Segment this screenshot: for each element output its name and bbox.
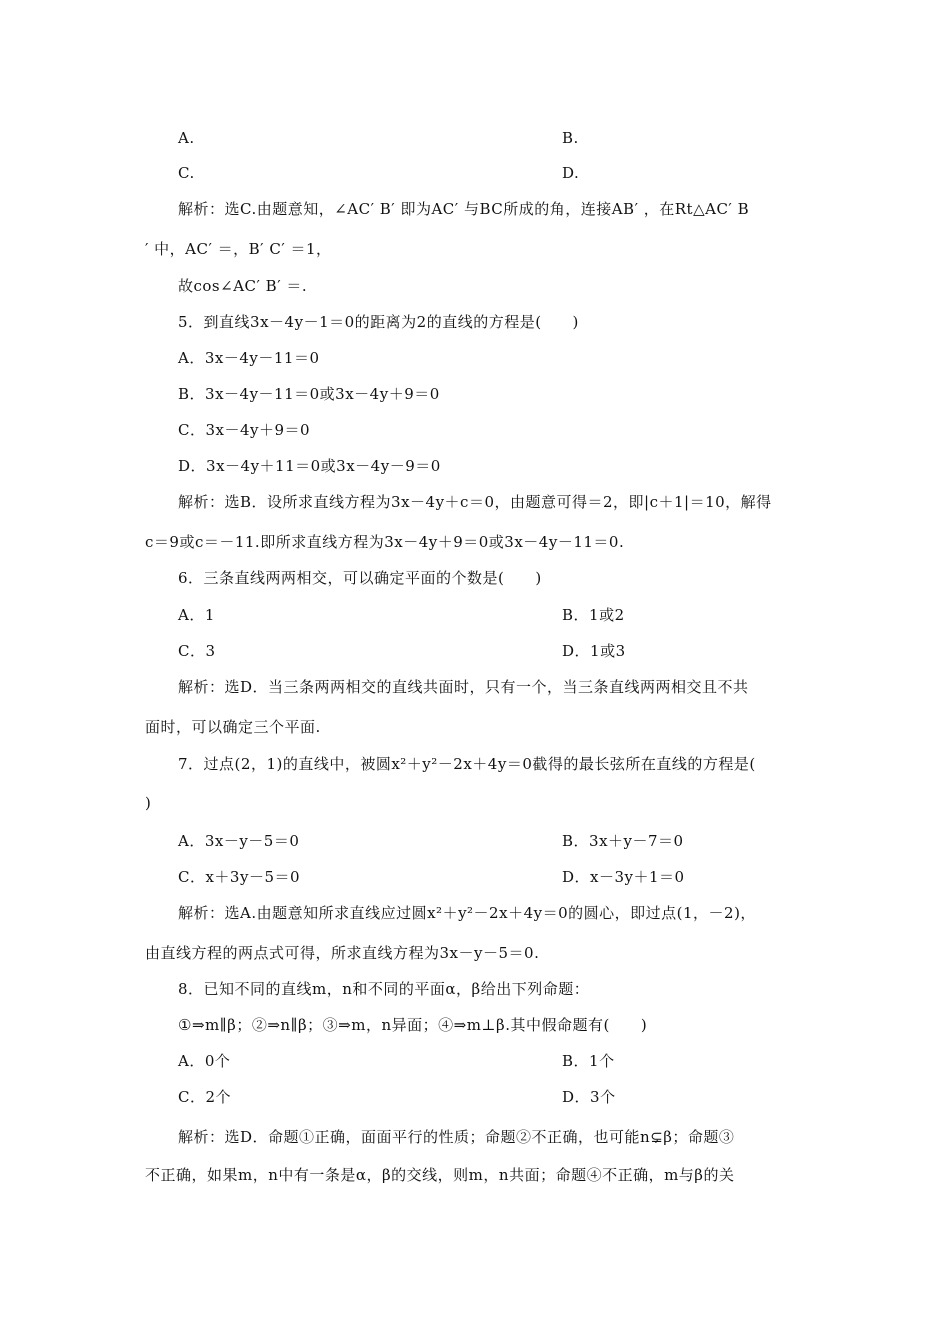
solution-line: 解析：选D．当三条两两相交的直线共面时，只有一个，当三条直线两两相交且不共 — [178, 678, 749, 696]
solution-line: 面时，可以确定三个平面. — [145, 718, 321, 736]
question-stem: 8．已知不同的直线m，n和不同的平面α，β给出下列命题： — [178, 980, 590, 998]
option-b: B．3x＋y－7＝0 — [562, 832, 684, 850]
option-a: A．3x－y－5＝0 — [178, 832, 300, 850]
question-stem: 7．过点(2，1)的直线中，被圆x²＋y²－2x＋4y＝0截得的最长弦所在直线的方程是( — [178, 755, 756, 773]
question-stem: 6．三条直线两两相交，可以确定平面的个数是( ) — [178, 569, 542, 587]
option-a: A．1 — [178, 606, 215, 624]
question-stem: 5．到直线3x－4y－1＝0的距离为2的直线的方程是( ) — [178, 313, 579, 331]
question-stem: ①⇒m∥β；②⇒n∥β；③⇒m，n异面；④⇒m⊥β.其中假命题有( ) — [178, 1016, 648, 1034]
option-b: B. — [562, 129, 579, 147]
solution-line: 解析：选C.由题意知，∠AC′ B′ 即为AC′ 与BC所成的角，连接AB′ ，在Rt△AC′ B — [178, 200, 750, 218]
solution-line: c＝9或c＝－11.即所求直线方程为3x－4y＋9＝0或3x－4y－11＝0. — [145, 533, 625, 551]
solution-line: 故cos∠AC′ B′ ＝. — [178, 277, 308, 295]
solution-line: 解析：选D．命题①正确，面面平行的性质；命题②不正确，也可能n⊊β；命题③ — [178, 1128, 735, 1146]
solution-line: ′ 中，AC′ ＝，B′ C′ ＝1， — [145, 240, 332, 258]
option-c: C．x＋3y－5＝0 — [178, 868, 301, 886]
option-d: D．3个 — [562, 1088, 616, 1106]
option-d: D．3x－4y＋11＝0或3x－4y－9＝0 — [178, 457, 441, 475]
option-b: B．3x－4y－11＝0或3x－4y＋9＝0 — [178, 385, 440, 403]
option-c: C．2个 — [178, 1088, 232, 1106]
option-c: C. — [178, 164, 195, 182]
question-stem: ) — [145, 794, 152, 812]
solution-line: 不正确，如果m，n中有一条是α，β的交线，则m，n共面；命题④不正确，m与β的关 — [145, 1166, 735, 1184]
option-a: A．3x－4y－11＝0 — [178, 349, 320, 367]
option-a: A. — [178, 129, 195, 147]
solution-line: 解析：选B．设所求直线方程为3x－4y＋c＝0，由题意可得＝2，即|c＋1|＝10，解得 — [178, 493, 772, 511]
solution-line: 由直线方程的两点式可得，所求直线方程为3x－y－5＝0. — [145, 944, 540, 962]
option-b: B．1或2 — [562, 606, 625, 624]
option-a: A．0个 — [178, 1052, 231, 1070]
option-c: C．3 — [178, 642, 216, 660]
option-d: D. — [562, 164, 580, 182]
solution-line: 解析：选A.由题意知所求直线应过圆x²＋y²－2x＋4y＝0的圆心，即过点(1，－2)， — [178, 904, 756, 922]
option-c: C．3x－4y＋9＝0 — [178, 421, 311, 439]
option-b: B．1个 — [562, 1052, 615, 1070]
option-d: D．x－3y＋1＝0 — [562, 868, 685, 886]
option-d: D．1或3 — [562, 642, 626, 660]
